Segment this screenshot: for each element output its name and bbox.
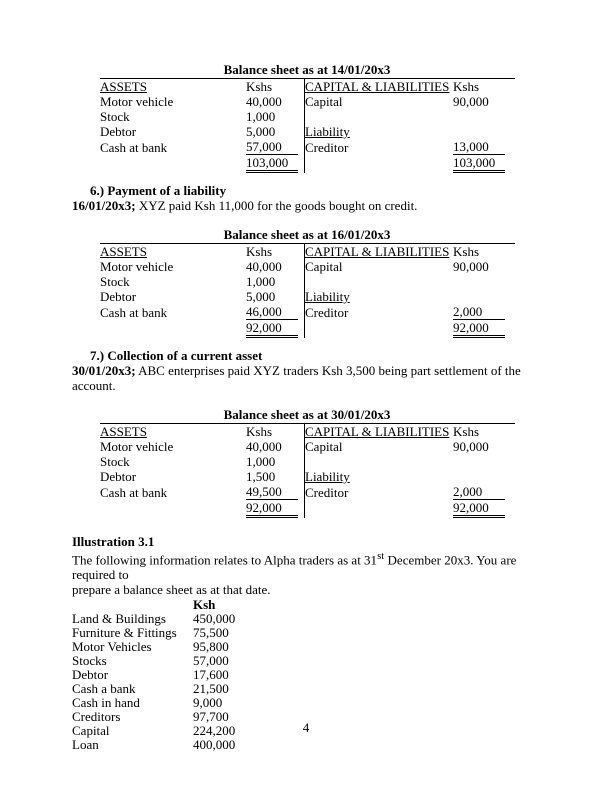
liability-value — [453, 274, 515, 289]
liability-value: 90,000 — [453, 94, 489, 109]
table-row — [100, 94, 515, 109]
asset-value: 49,500 — [246, 484, 298, 500]
asset-label: Cash at bank — [100, 485, 168, 500]
asset-value: 5,000 — [246, 124, 305, 139]
asset-label: Stock — [100, 109, 130, 124]
item-label: Cash a bank — [72, 681, 136, 697]
balance-sheet-table — [100, 78, 515, 173]
balance-sheet-title: Balance sheet as at 30/01/20x3 — [223, 407, 391, 422]
illustration-intro-line2: prepare a balance sheet as at that date. — [72, 582, 271, 598]
kshs-header-right: Kshs — [453, 424, 480, 439]
assets-header: ASSETS — [100, 244, 147, 259]
capital-liabilities-header: CAPITAL & LIABILITIES — [305, 244, 450, 259]
asset-value: 1,000 — [246, 109, 305, 124]
liability-value: 2,000 — [453, 304, 505, 320]
list-item — [72, 682, 542, 696]
table-row — [100, 124, 515, 139]
liabilities-total: 92,000 — [453, 500, 505, 518]
list-item — [72, 612, 542, 626]
asset-label: Cash at bank — [100, 305, 168, 320]
item-label: Land & Buildings — [72, 611, 166, 627]
item-value: 97,700 — [193, 709, 229, 725]
section-6-heading: 6.) Payment of a liability — [90, 183, 227, 198]
assets-header: ASSETS — [100, 424, 147, 439]
section-7-body: ABC enterprises paid XYZ traders Ksh 3,500 being part settlement of the account. — [72, 363, 521, 393]
asset-value: 40,000 — [246, 439, 305, 454]
liability-label: Creditor — [305, 485, 349, 500]
kshs-header-left: Kshs — [246, 244, 305, 260]
balance-sheet-table — [100, 243, 515, 338]
balance-sheet-title: Balance sheet as at 16/01/20x3 — [223, 227, 391, 242]
liability-value — [453, 289, 515, 304]
section-6-text — [72, 198, 542, 213]
item-label: Motor Vehicles — [72, 639, 152, 655]
liability-value: 2,000 — [453, 484, 505, 500]
liability-label — [305, 274, 454, 289]
asset-label: Debtor — [100, 124, 137, 139]
asset-label: Stock — [100, 274, 130, 289]
assets-total: 103,000 — [246, 155, 298, 173]
ordinal-suffix: st — [377, 550, 385, 562]
liability-subheading: Liability — [305, 289, 350, 304]
table-row — [100, 439, 515, 454]
liability-label: Capital — [305, 259, 343, 274]
liability-label — [305, 109, 454, 124]
table-row — [100, 484, 515, 500]
liability-label: Creditor — [305, 305, 349, 320]
asset-label: Debtor — [100, 469, 137, 484]
item-value: 57,000 — [193, 653, 229, 669]
illustration-heading: Illustration 3.1 — [72, 534, 155, 549]
asset-value: 46,000 — [246, 304, 298, 320]
ksh-column-header: Ksh — [193, 597, 216, 613]
total-row — [100, 320, 515, 338]
list-item — [72, 626, 542, 640]
assets-total: 92,000 — [246, 320, 298, 338]
item-label: Stocks — [72, 653, 107, 669]
asset-value: 5,000 — [246, 289, 305, 304]
liability-value: 90,000 — [453, 439, 489, 454]
table-row — [100, 454, 515, 469]
liability-value — [453, 469, 515, 484]
table-row — [100, 289, 515, 304]
liabilities-total: 103,000 — [453, 155, 505, 173]
section-6-body: XYZ paid Ksh 11,000 for the goods bought on credit. — [135, 198, 418, 213]
liability-value — [453, 109, 515, 124]
liability-value — [453, 454, 515, 469]
table-row — [100, 304, 515, 320]
asset-value: 1,000 — [246, 274, 305, 289]
asset-label: Motor vehicle — [100, 259, 174, 274]
asset-label: Motor vehicle — [100, 439, 174, 454]
item-label: Furniture & Fittings — [72, 625, 177, 641]
capital-liabilities-header: CAPITAL & LIABILITIES — [305, 424, 450, 439]
item-label: Loan — [72, 737, 99, 753]
item-value: 9,000 — [193, 695, 223, 711]
section-7-heading: 7.) Collection of a current asset — [90, 348, 263, 363]
list-item — [72, 654, 542, 668]
balance-sheet-title: Balance sheet as at 14/01/20x3 — [223, 62, 391, 77]
item-value: 17,600 — [193, 667, 229, 683]
asset-label: Stock — [100, 454, 130, 469]
list-item — [72, 696, 542, 710]
liability-label: Capital — [305, 94, 343, 109]
capital-liabilities-header: CAPITAL & LIABILITIES — [305, 79, 450, 94]
total-row — [100, 500, 515, 518]
liability-label: Capital — [305, 439, 343, 454]
balance-sheet-2 — [100, 227, 514, 338]
list-item — [72, 640, 542, 654]
list-item — [72, 668, 542, 682]
item-value: 21,500 — [193, 681, 229, 697]
page-number: 4 — [302, 720, 310, 735]
asset-label: Cash at bank — [100, 140, 168, 155]
illustration-intro-line1: The following information relates to Alpha traders as at 31st December 20x3. You are required to — [72, 550, 517, 583]
liability-value — [453, 124, 515, 139]
balance-sheet-3 — [100, 407, 514, 518]
asset-value: 57,000 — [246, 139, 298, 155]
liability-subheading: Liability — [305, 469, 350, 484]
kshs-header-right: Kshs — [453, 244, 480, 259]
table-row — [100, 139, 515, 155]
asset-value: 1,000 — [246, 454, 305, 469]
asset-value: 40,000 — [246, 259, 305, 274]
liability-value: 90,000 — [453, 259, 489, 274]
liabilities-total: 92,000 — [453, 320, 505, 338]
item-value: 75,500 — [193, 625, 229, 641]
asset-value: 1,500 — [246, 469, 305, 484]
liability-subheading: Liability — [305, 124, 350, 139]
item-value: 224,200 — [193, 723, 236, 739]
header-row — [100, 79, 515, 95]
liability-label: Creditor — [305, 140, 349, 155]
assets-total: 92,000 — [246, 500, 298, 518]
item-value: 95,800 — [193, 639, 229, 655]
asset-label: Debtor — [100, 289, 137, 304]
section-7-text — [72, 363, 542, 393]
liability-label — [305, 454, 454, 469]
liability-value: 13,000 — [453, 139, 505, 155]
item-value: 450,000 — [193, 611, 236, 627]
kshs-header-left: Kshs — [246, 424, 305, 440]
asset-label: Motor vehicle — [100, 94, 174, 109]
header-row — [100, 424, 515, 440]
header-row — [100, 244, 515, 260]
item-label: Cash in hand — [72, 695, 140, 711]
asset-value: 40,000 — [246, 94, 305, 109]
list-item — [72, 738, 542, 752]
table-row — [100, 469, 515, 484]
item-label: Capital — [72, 723, 110, 739]
total-row — [100, 155, 515, 173]
kshs-header-left: Kshs — [246, 79, 305, 95]
table-row — [100, 259, 515, 274]
section-7-date: 30/01/20x3; — [72, 363, 136, 378]
item-label: Debtor — [72, 667, 109, 683]
item-value: 400,000 — [193, 737, 236, 753]
kshs-header-right: Kshs — [453, 79, 480, 94]
table-row — [100, 274, 515, 289]
section-6-date: 16/01/20x3; — [72, 198, 136, 213]
balance-sheet-table — [100, 423, 515, 518]
table-row — [100, 109, 515, 124]
item-label: Creditors — [72, 709, 121, 725]
assets-header: ASSETS — [100, 79, 147, 94]
balance-sheet-1 — [100, 62, 514, 173]
